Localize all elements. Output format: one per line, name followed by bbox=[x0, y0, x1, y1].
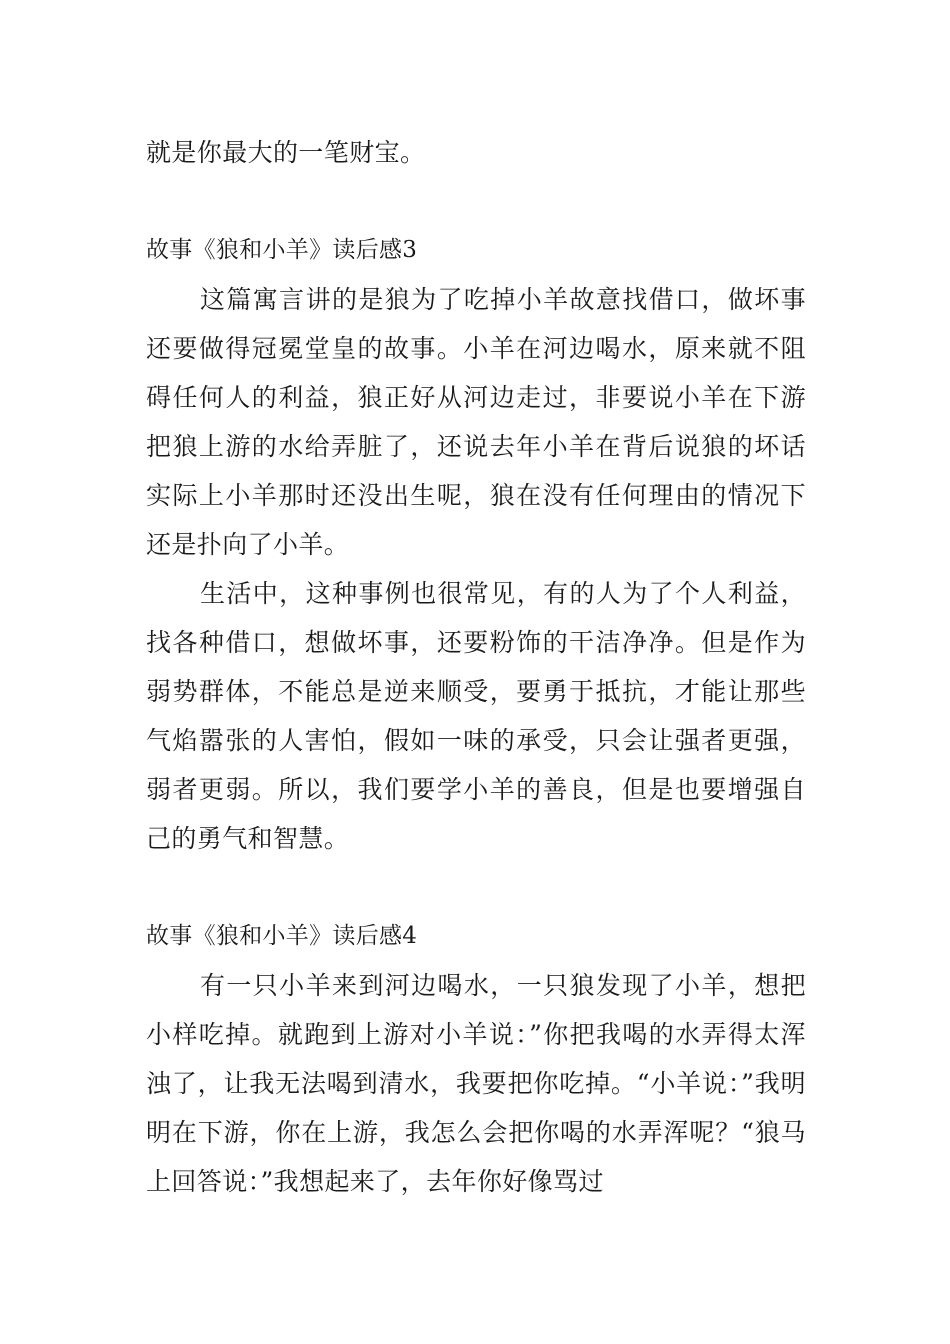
document-body bbox=[146, 128, 806, 1206]
section-4-paragraph-1: 有一只小羊来到河边喝水，一只狼发现了小羊，想把小样吃掉。就跑到上游对小羊说：”你把我喝的水弄得太浑浊了，让我无法喝到清水，我要把你吃掉。“小羊说：”我明明在下游，你在上游，我怎么会把你喝的水弄浑呢？“狼马上回答说：”我想起来了，去年你好像骂过 bbox=[146, 971, 806, 1196]
section-3-paragraph-2: 生活中，这种事例也很常见，有的人为了个人利益，找各种借口，想做坏事，还要粉饰的干洁净净。但是作为弱势群体，不能总是逆来顺受，要勇于抵抗，才能让那些气焰嚣张的人害怕，假如一味的承受，只会让强者更强，弱者更弱。所以，我们要学小羊的善良，但是也要增强自己的勇气和智慧。 bbox=[146, 579, 806, 853]
section-3-paragraph-1: 这篇寓言讲的是狼为了吃掉小羊故意找借口，做坏事还要做得冠冕堂皇的故事。小羊在河边喝水，原来就不阻碍任何人的利益，狼正好从河边走过，非要说小羊在下游把狼上游的水给弄脏了，还说去年小羊在背后说狼的坏话实际上小羊那时还没出生呢，狼在没有任何理由的情况下还是扑向了小羊。 bbox=[146, 285, 806, 559]
section-heading-3: 故事《狼和小羊》读后感3 bbox=[146, 237, 418, 263]
leading-paragraph: 就是你最大的一笔财宝。 bbox=[146, 138, 426, 167]
section-heading-4: 故事《狼和小羊》读后感4 bbox=[146, 923, 418, 949]
